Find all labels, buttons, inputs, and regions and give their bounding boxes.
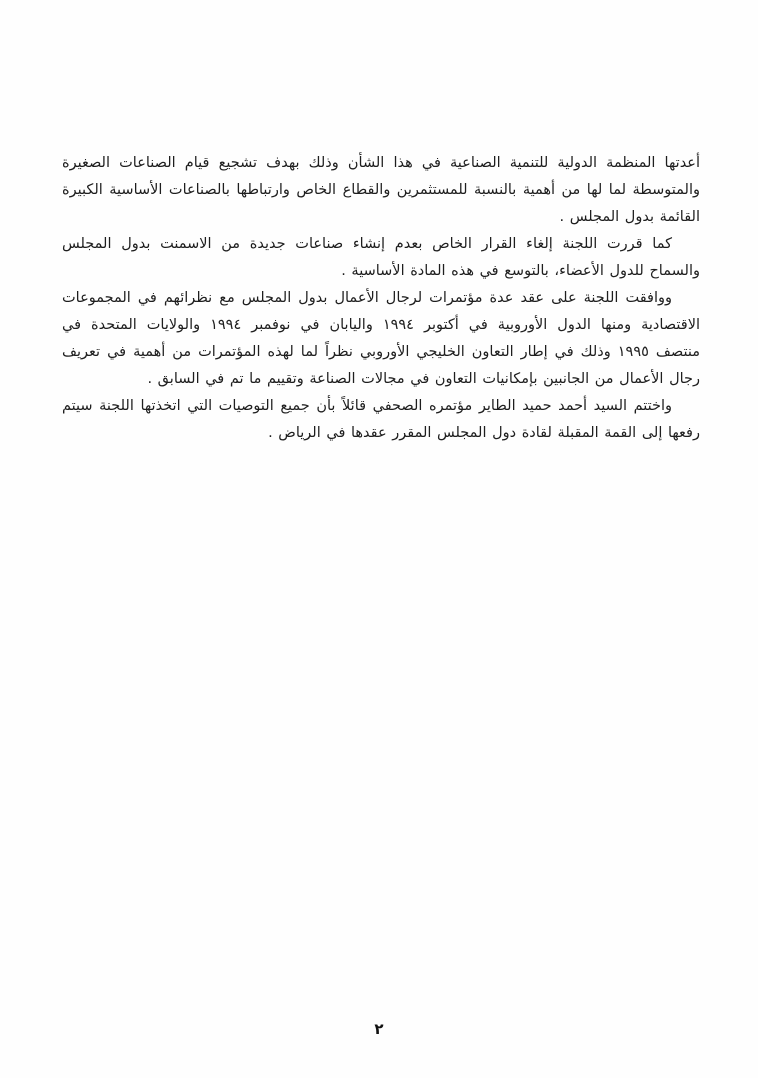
- paragraph-4: [62, 393, 700, 447]
- page-number: ٢: [374, 1020, 384, 1038]
- text-line: رجال الأعمال من الجانبين بإمكانيات التعاون في مجالات الصناعة وتقييم ما تم في السابق .: [147, 371, 700, 387]
- text-line: كما قررت اللجنة إلغاء القرار الخاص بعدم إنشاء صناعات جديدة من الاسمنت بدول المجلس: [62, 236, 672, 252]
- paragraph-1: [62, 150, 700, 231]
- text-line: الاقتصادية ومنها الدول الأوروبية في أكتوبر ١٩٩٤ واليابان في نوفمبر ١٩٩٤ والولايات المتحدة في: [62, 317, 700, 333]
- text-line: والسماح للدول الأعضاء، بالتوسع في هذه المادة الأساسية .: [341, 263, 700, 279]
- text-line: ووافقت اللجنة على عقد عدة مؤتمرات لرجال الأعمال بدول المجلس مع نظرائهم في المجموعات: [62, 290, 672, 306]
- text-line: رفعها إلى القمة المقبلة لقادة دول المجلس المقرر عقدها في الرياض .: [268, 425, 700, 441]
- text-line: القائمة بدول المجلس .: [559, 209, 700, 225]
- paragraph-2: [62, 231, 700, 285]
- text-line: منتصف ١٩٩٥ وذلك في إطار التعاون الخليجي الأوروبي نظراً لما لهذه المؤتمرات من أهمية في تعريف: [62, 344, 700, 360]
- text-line: أعدتها المنظمة الدولية للتنمية الصناعية في هذا الشأن وذلك بهدف تشجيع قيام الصناعات الصغيرة: [62, 155, 700, 171]
- document-text-block: [62, 150, 700, 447]
- text-line: واختتم السيد أحمد حميد الطاير مؤتمره الصحفي قائلاً بأن جميع التوصيات التي اتخذتها اللجنة سيتم: [62, 398, 672, 414]
- text-line: والمتوسطة لما لها من أهمية بالنسبة للمستثمرين والقطاع الخاص وارتباطها بالصناعات الأساسية الكبيرة: [62, 182, 700, 198]
- paragraph-3: [62, 285, 700, 393]
